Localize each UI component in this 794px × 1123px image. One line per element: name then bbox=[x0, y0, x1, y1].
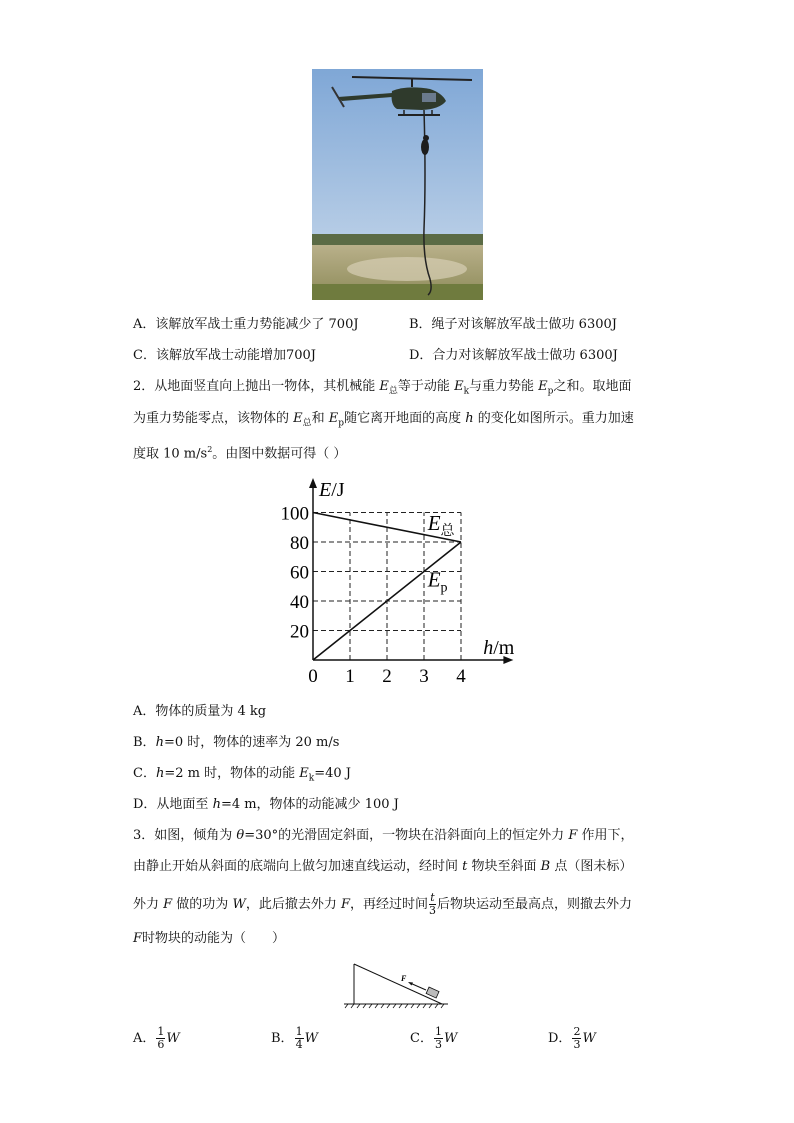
q2-option-b bbox=[133, 734, 339, 752]
q2-text: 2．从地面竖直向上抛出一物体，其机械能 bbox=[133, 379, 380, 394]
q3-fraction bbox=[429, 892, 436, 917]
q3-option-fraction bbox=[434, 1026, 443, 1051]
q3-text: 做的功为 bbox=[172, 897, 233, 912]
q3-stem-line1 bbox=[133, 827, 633, 845]
q3-text: ，再经过时间 bbox=[349, 897, 428, 912]
q3-option-a bbox=[133, 1026, 180, 1052]
q3-var: F bbox=[163, 897, 173, 912]
q3-text: 物块至斜面 bbox=[467, 859, 541, 874]
q2-text: 。由图中数据可得（ ） bbox=[212, 446, 347, 462]
q2-opt-text: D．从地面至 bbox=[133, 797, 213, 812]
q3-var: F bbox=[340, 897, 350, 912]
x-tick-label: 1 bbox=[345, 666, 355, 687]
q2-opt-var: E bbox=[299, 766, 309, 781]
q3-text: 后物块运动至最高点，则撤去外力 bbox=[437, 897, 633, 912]
series-label-ep: $E_p$ bbox=[427, 567, 448, 596]
q2-opt-var: h bbox=[212, 797, 221, 812]
q2-text: 的变化如图所示。重力加速 bbox=[473, 411, 634, 426]
q2-opt-text: =2 m 时，物体的动能 bbox=[164, 766, 300, 781]
y-axis-arrow bbox=[309, 478, 317, 488]
x-tick-label: 0 bbox=[308, 666, 318, 687]
q3-option-num: 2 bbox=[573, 1025, 581, 1038]
q2-sub: p bbox=[547, 386, 554, 397]
q1-option-a: A．该解放军战士重力势能减少了 700J bbox=[133, 317, 359, 332]
q2-stem-line3 bbox=[133, 441, 346, 463]
q3-option-var: W bbox=[166, 1031, 180, 1046]
q3-text: =30°的光滑固定斜面，一物块在沿斜面向上的恒定外力 bbox=[244, 828, 569, 843]
q3-option-letter: C． bbox=[410, 1031, 433, 1046]
helicopter-photo bbox=[312, 69, 483, 300]
q3-text: 外力 bbox=[133, 897, 164, 912]
q3-option-num: 1 bbox=[295, 1025, 303, 1038]
q3-option-var: W bbox=[304, 1031, 318, 1046]
q3-fraction-num: t bbox=[430, 891, 435, 904]
q2-opt-text: B． bbox=[133, 735, 156, 750]
q3-var: t bbox=[462, 859, 468, 874]
incline-figure-svg bbox=[342, 958, 452, 1010]
q2-option-a: A．物体的质量为 4 kg bbox=[133, 704, 267, 719]
y-tick-label: 80 bbox=[290, 533, 309, 554]
q3-option-num: 1 bbox=[434, 1025, 442, 1038]
helicopter-photo-image bbox=[312, 69, 483, 300]
q2-stem-line2 bbox=[133, 410, 634, 433]
q2-var: E bbox=[379, 379, 389, 394]
q3-stem-line2 bbox=[133, 858, 632, 876]
q3-option-b bbox=[271, 1026, 318, 1052]
q3-var: θ bbox=[236, 828, 245, 843]
q3-var: W bbox=[232, 897, 246, 912]
q2-sub: k bbox=[463, 386, 470, 397]
y-tick-label: 40 bbox=[290, 592, 309, 613]
q2-opt-var: h bbox=[155, 766, 165, 781]
q2-option-c bbox=[133, 765, 351, 788]
q3-option-var: W bbox=[443, 1031, 458, 1046]
q2-text: 和 bbox=[311, 411, 329, 426]
q3-option-fraction bbox=[572, 1026, 581, 1051]
q2-var: E bbox=[538, 379, 548, 394]
q3-option-letter: A． bbox=[133, 1031, 156, 1046]
q3-option-letter: D． bbox=[548, 1031, 572, 1046]
q2-stem-line1 bbox=[133, 378, 631, 401]
q2-sup: 2 bbox=[207, 445, 213, 454]
q2-var: E bbox=[328, 411, 339, 426]
q2-opt-text: =0 时，物体的速率为 20 m/s bbox=[163, 735, 340, 750]
series-label-e-total: $E_总$ bbox=[427, 511, 455, 540]
q3-stem-line3 bbox=[133, 892, 632, 917]
q3-text: 3．如图，倾角为 bbox=[133, 828, 237, 843]
q3-text: ，此后撤去外力 bbox=[245, 897, 341, 912]
x-axis-label: h/m bbox=[483, 637, 515, 659]
q2-opt-var: h bbox=[155, 735, 164, 750]
y-axis-label: E/J bbox=[319, 478, 345, 501]
x-tick-label: 2 bbox=[382, 666, 392, 687]
y-tick-label: 20 bbox=[290, 621, 309, 643]
q2-var: E bbox=[293, 411, 303, 426]
q1-option-c: C．该解放军战士动能增加700J bbox=[133, 348, 316, 363]
q2-opt-sub: k bbox=[308, 773, 315, 784]
q3-option-den: 6 bbox=[157, 1038, 165, 1051]
q3-text: 由静止开始从斜面的底端向上做匀加速直线运动，经时间 bbox=[133, 859, 463, 874]
x-tick-label: 4 bbox=[456, 666, 466, 687]
q3-option-fraction bbox=[295, 1026, 304, 1051]
q2-var: h bbox=[465, 411, 474, 426]
q1-option-b: B．绳子对该解放军战士做功 6300J bbox=[409, 317, 617, 332]
q2-opt-text: =40 J bbox=[314, 766, 351, 781]
q3-option-letter: B． bbox=[271, 1031, 294, 1046]
q2-var: E bbox=[454, 379, 464, 394]
q3-text: 作用下， bbox=[577, 828, 634, 843]
q3-option-c bbox=[410, 1026, 457, 1052]
q3-var: B bbox=[540, 859, 551, 874]
q2-opt-text: C． bbox=[133, 766, 156, 781]
q2-text: 之和。取地面 bbox=[553, 379, 632, 394]
q2-text: 与重力势能 bbox=[469, 379, 539, 394]
q3-option-den: 3 bbox=[434, 1038, 442, 1051]
q2-opt-text: =4 m，物体的动能减少 100 J bbox=[220, 797, 399, 812]
q3-option-den: 4 bbox=[295, 1038, 303, 1051]
y-tick-label: 60 bbox=[290, 562, 309, 584]
q3-var: F bbox=[133, 931, 143, 946]
q3-option-d bbox=[548, 1026, 596, 1052]
energy-height-chart bbox=[268, 470, 528, 690]
q3-var: F bbox=[568, 828, 578, 843]
incline-figure bbox=[342, 958, 452, 1010]
q3-text: 点（图未标） bbox=[550, 859, 633, 874]
q2-sub: p bbox=[338, 418, 345, 429]
q2-sub: 总 bbox=[388, 386, 398, 397]
q2-text: 为重力势能零点，该物体的 bbox=[133, 411, 294, 426]
q3-stem-line4 bbox=[133, 930, 285, 948]
q3-option-fraction bbox=[156, 1026, 165, 1051]
q2-text: 度取 10 m/s bbox=[133, 446, 208, 462]
q1-option-d: D．合力对该解放军战士做功 6300J bbox=[409, 348, 618, 363]
q3-option-num: 1 bbox=[157, 1025, 165, 1038]
incline-force-label: F bbox=[401, 974, 407, 983]
q3-fraction-den: 3 bbox=[429, 904, 436, 917]
x-tick-label: 3 bbox=[419, 666, 429, 687]
energy-height-chart-svg bbox=[268, 470, 528, 690]
q2-text: 等于动能 bbox=[397, 379, 455, 394]
q2-text: 随它离开地面的高度 bbox=[344, 411, 466, 426]
q3-option-den: 3 bbox=[573, 1038, 581, 1051]
q3-option-var: W bbox=[582, 1031, 596, 1046]
q3-text: 时物块的动能为（ ） bbox=[142, 931, 286, 946]
q2-sub: 总 bbox=[302, 418, 312, 429]
q2-option-d bbox=[133, 796, 399, 814]
y-tick-label: 100 bbox=[280, 503, 309, 525]
